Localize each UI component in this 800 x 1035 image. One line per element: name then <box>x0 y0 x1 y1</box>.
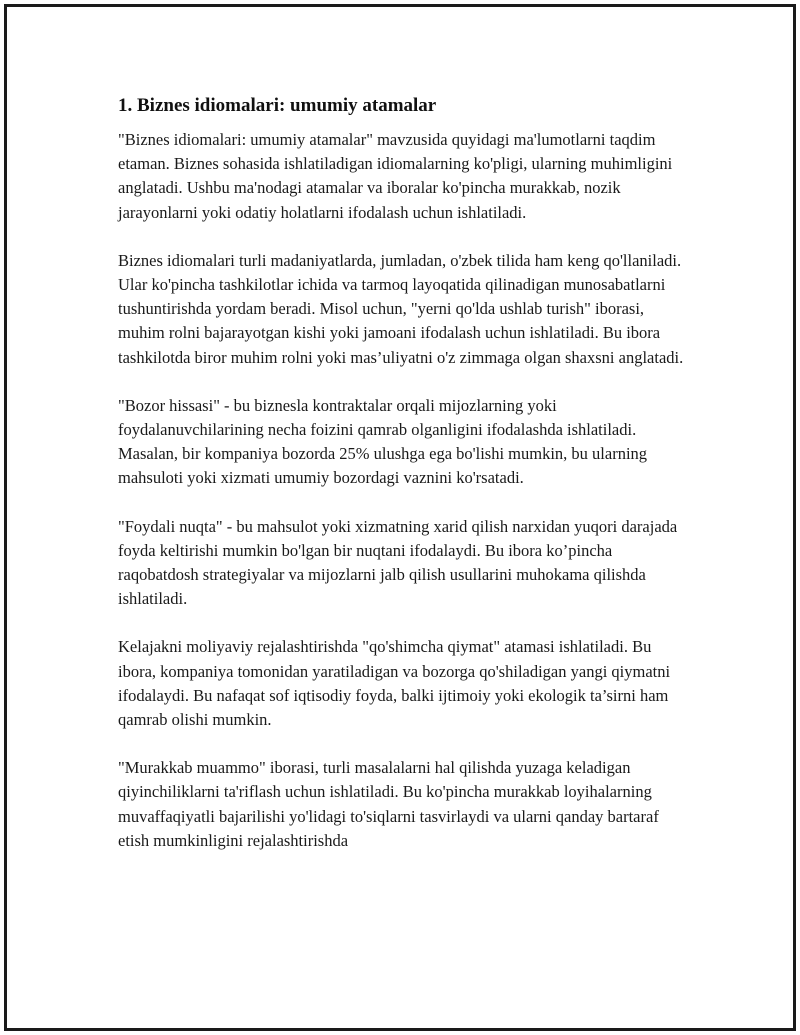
paragraph-market-share: "Bozor hissasi" - bu biznesla kontraktalar orqali mijozlarning yoki foydalanuvchilarining necha foizini qamrab olganligini ifodalashda ishlatiladi. Masalan, bir kompaniya bozorda 25% ulushga ega bo'lishi mumkin, bu ularning mahsuloti yoki xizmati umumiy bozordagi vaznini ko'rsatadi. <box>118 395 648 488</box>
paragraph-added-value: Kelajakni moliyaviy rejalashtirishda "qo'shimcha qiymat" atamasi ishlatiladi. Bu ibora, kompaniya tomonidan yaratiladigan va bozorga qo'shiladigan yangi qiymatni ifodalaydi. Bu nafaqat sof iqtisodiy foyda, balki ijtimoiy yoki ekologik ta’sirni ham qamrab olishi mumkin. <box>118 637 671 730</box>
paragraph-complex-problem: "Murakkab muammo" iborasi, turli masalalarni hal qilishda yuzaga keladigan qiyinchiliklarni ta'riflash uchun ishlatiladi. Bu ko'pincha murakkab loyihalarning muvaffaqiyatli bajarilishi yo'lidagi to'siqlarni tasvirlaydi va ularni qanday bartaraf etish mumkinligini rejalashtirishda <box>118 758 659 850</box>
paragraph-intro: "Biznes idiomalari: umumiy atamalar" mavzusida quyidagi ma'lumotlarni taqdim etaman. Biznes sohasida ishlatiladigan idiomalarning ko'pligi, ularning muhimligini anglatadi. Ushbu ma'nodagi atamalar va iboralar ko'pincha murakkab, nozik jarayonlarni yoki odatiy holatlarni ifodalash uchun ishlatiladi. <box>118 130 673 222</box>
document-body <box>118 94 688 877</box>
paragraph-profit-point: "Foydali nuqta" - bu mahsulot yoki xizmatning xarid qilish narxidan yuqori darajada foyda keltirishi mumkin bo'lgan bir nuqtani ifodalaydi. Bu ibora ko’pincha raqobatdosh strategiyalar va mijozlarni jalb qilish usullarini muhokama qilishda ishlatiladi. <box>118 516 678 609</box>
section-heading: 1. Biznes idiomalari: umumiy atamalar <box>118 95 437 116</box>
paragraph-usage: Biznes idiomalari turli madaniyatlarda, jumladan, o'zbek tilida ham keng qo'llaniladi. Ular ko'pincha tashkilotlar ichida va tarmoq layoqatida qilinadigan munosabatlarni tushuntirishda yordam beradi. Misol uchun, "yerni qo'lda ushlab turish" iborasi, muhim rolni bajarayotgan kishi yoki jamoani ifodalash uchun ishlatiladi. Bu ibora tashkilotda biror muhim rolni yoki mas’uliyatni o'z zimmaga olgan shaxsni anglatadi. <box>118 250 684 367</box>
